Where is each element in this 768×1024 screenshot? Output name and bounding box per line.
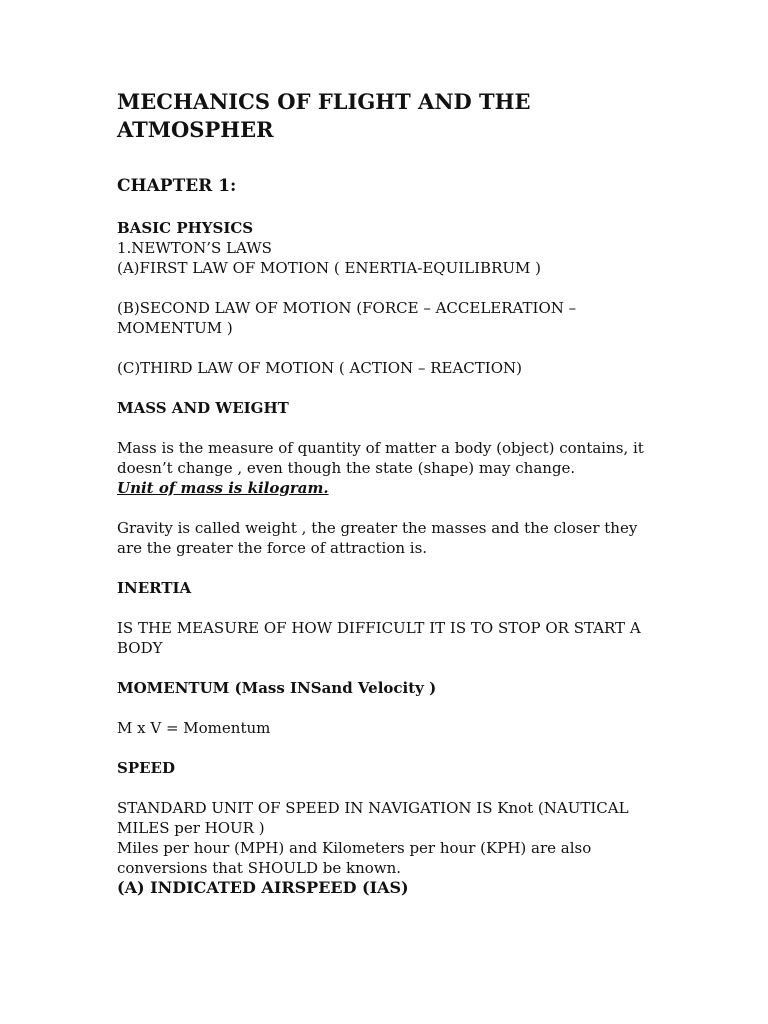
inertia-heading: INERTIA — [117, 579, 192, 597]
title-line-2: ATMOSPHER — [117, 117, 274, 142]
ias-heading: (A) INDICATED AIRSPEED (IAS) — [117, 878, 409, 897]
momentum-formula: M x V = Momentum — [117, 719, 271, 737]
newtons-laws-line: 1.NEWTON’S LAWS — [117, 239, 272, 257]
title-line-1: MECHANICS OF FLIGHT AND THE — [117, 89, 531, 114]
speed-paragraph-1: STANDARD UNIT OF SPEED IN NAVIGATION IS Knot (NAUTICAL MILES per HOUR ) — [117, 799, 629, 837]
momentum-heading: MOMENTUM (Mass INSand Velocity ) — [117, 679, 437, 697]
document-title — [117, 88, 657, 144]
third-law-line: (C)THIRD LAW OF MOTION ( ACTION – REACTION) — [117, 359, 522, 377]
mass-paragraph: Mass is the measure of quantity of matter a body (object) contains, it doesn’t change , even though the state (shape) may change. — [117, 439, 644, 477]
mass-weight-heading: MASS AND WEIGHT — [117, 399, 289, 417]
mass-unit-line: Unit of mass is kilogram. — [117, 479, 329, 497]
second-law-line: (B)SECOND LAW OF MOTION (FORCE – ACCELERATION – MOMENTUM ) — [117, 299, 577, 337]
document-body — [117, 88, 657, 898]
inertia-paragraph: IS THE MEASURE OF HOW DIFFICULT IT IS TO STOP OR START A BODY — [117, 619, 641, 657]
gravity-paragraph: Gravity is called weight , the greater the masses and the closer they are the greater the force of attraction is. — [117, 519, 638, 557]
speed-heading: SPEED — [117, 759, 175, 777]
basic-physics-heading: BASIC PHYSICS — [117, 219, 254, 237]
speed-paragraph-2: Miles per hour (MPH) and Kilometers per hour (KPH) are also conversions that SHOULD be known. — [117, 839, 592, 877]
chapter-heading: CHAPTER 1: — [117, 176, 237, 196]
first-law-line: (A)FIRST LAW OF MOTION ( ENERTIA-EQUILIBRUM ) — [117, 259, 541, 277]
